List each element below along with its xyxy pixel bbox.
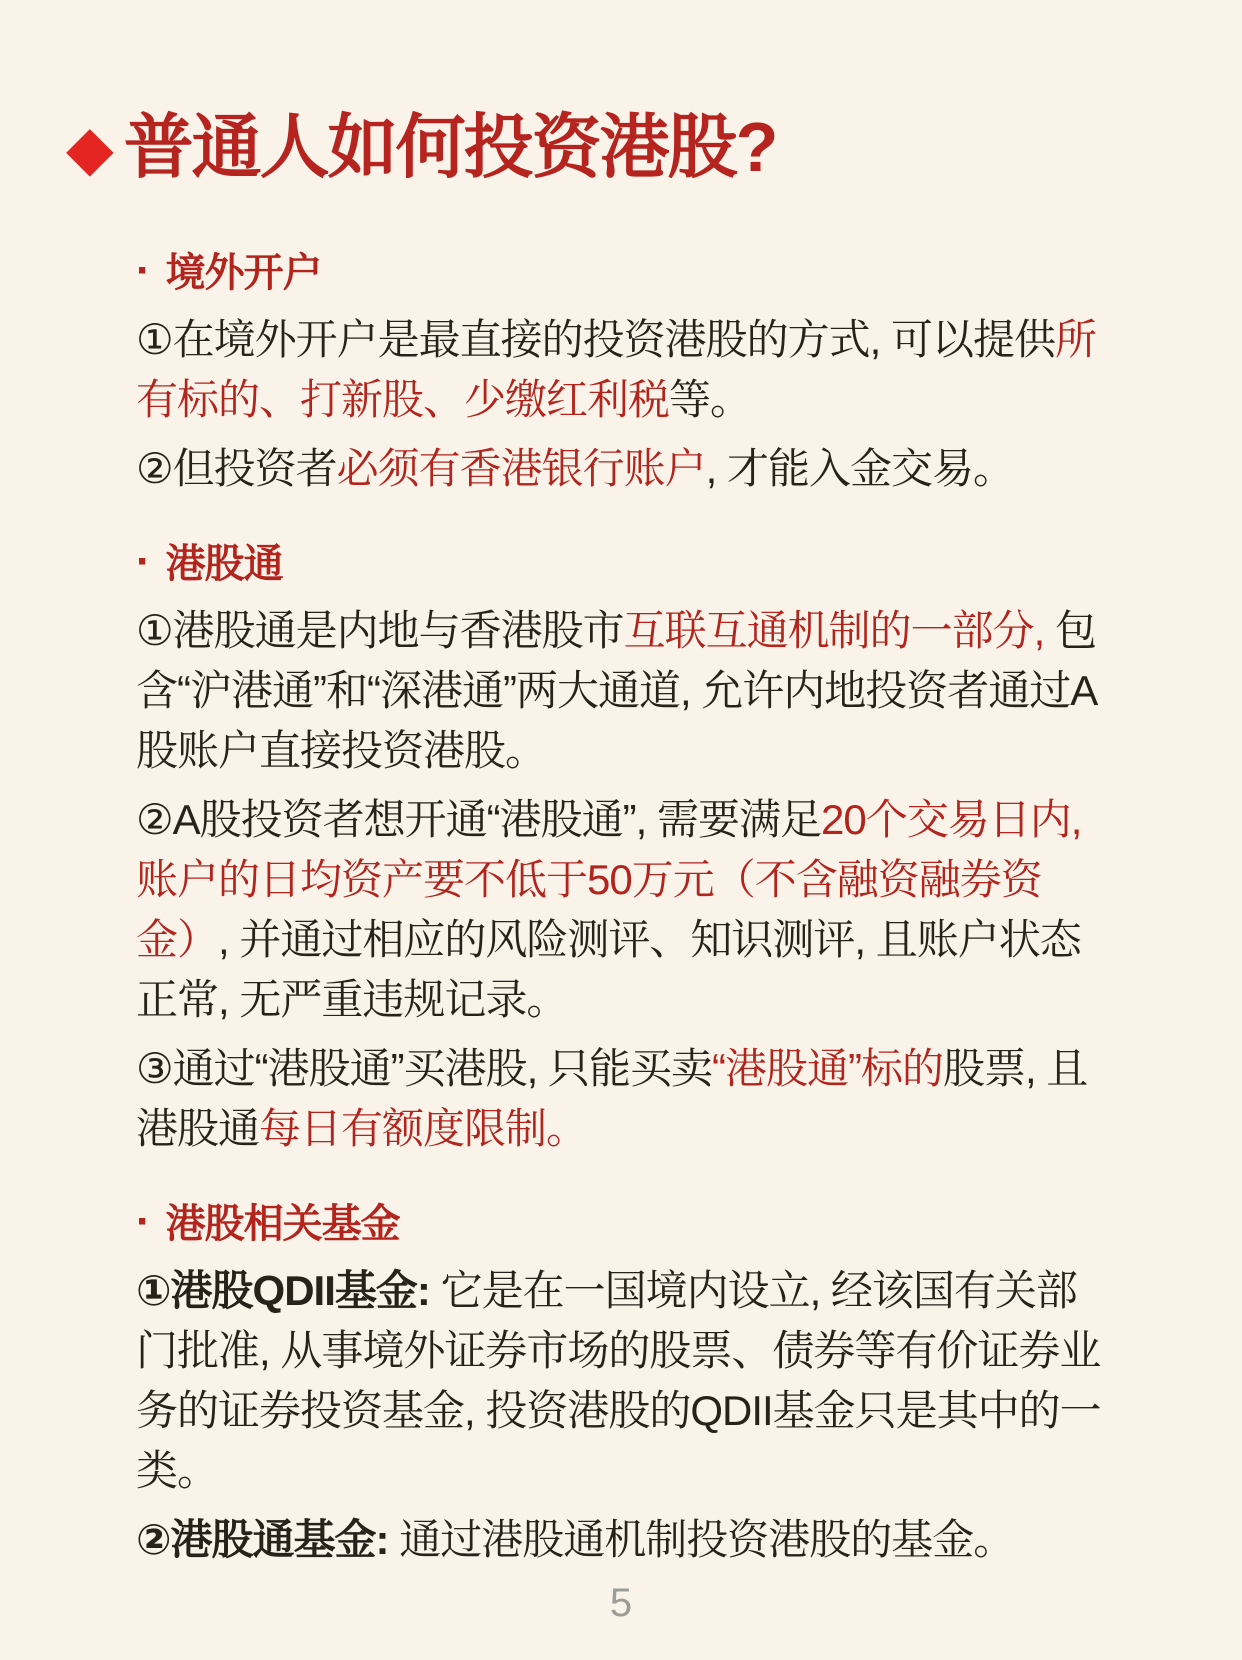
- text-run: , 并通过相应的风险测评、知识测评, 且账户状态正常, 无严重违规记录。: [136, 916, 1081, 1024]
- section-heading-text: 港股通: [165, 542, 283, 587]
- text-run: 股票, 且港股通: [136, 1045, 1088, 1153]
- content-sections: [0, 246, 1242, 1570]
- text-run: ①港股通是内地与香港股市: [136, 607, 624, 655]
- section-heading: [136, 246, 1114, 300]
- text-run: ②但投资者: [136, 445, 337, 493]
- bullet-dot-icon: ·: [136, 1197, 151, 1247]
- page-title: 普通人如何投资港股?: [123, 108, 777, 186]
- paragraph: [136, 310, 1114, 430]
- text-run: , 才能入金交易。: [705, 445, 1015, 493]
- text-run: ①港股QDII基金:: [136, 1267, 441, 1315]
- text-run: 所有标的、打新股、少缴红利税: [136, 316, 1097, 424]
- paragraph: [136, 601, 1114, 781]
- section-heading-text: 港股相关基金: [165, 1202, 400, 1247]
- bullet-dot-icon: ·: [136, 537, 151, 587]
- bullet-dot-icon: ·: [136, 246, 151, 296]
- section: [136, 246, 1114, 499]
- text-run: 等。: [669, 376, 752, 424]
- section: [136, 1197, 1114, 1570]
- text-run: ②港股通基金:: [136, 1516, 400, 1564]
- section-heading: [136, 537, 1114, 591]
- section-heading-text: 境外开户: [165, 251, 322, 296]
- text-run: 包含“沪港通”和“深港通”两大通道, 允许内地投资者通过A股账户直接投资港股。: [136, 607, 1098, 775]
- text-run: 必须有香港银行账户: [336, 445, 706, 493]
- text-run: 20个交易日内, 账户的日均资产要不低于50万元（不含融资融券资金）: [136, 796, 1082, 964]
- paragraph: [136, 439, 1114, 499]
- text-run: 每日有额度限制。: [259, 1105, 588, 1153]
- text-run: 互联互通机制的一部分,: [623, 607, 1045, 655]
- text-run: ③通过“港股通”买港股, 只能买卖: [136, 1045, 712, 1093]
- text-run: 它是在一国境内设立, 经该国有关部门批准, 从事境外证券市场的股票、债券等有价证券业务的证券投资基金, 投资港股的QDII基金只是其中的一类。: [136, 1267, 1101, 1495]
- paragraph: [136, 1039, 1114, 1159]
- text-run: 通过港股通机制投资港股的基金。: [399, 1516, 1015, 1564]
- paragraph: [136, 1261, 1114, 1501]
- diamond-bullet-icon: ◆: [66, 114, 114, 184]
- paragraph: [136, 790, 1114, 1030]
- text-run: ②A股投资者想开通“港股通”, 需要满足: [136, 796, 821, 844]
- paragraph: [136, 1510, 1114, 1570]
- page-number: 5: [609, 1581, 633, 1625]
- section: [136, 537, 1114, 1159]
- text-run: ①在境外开户是最直接的投资港股的方式, 可以提供: [136, 316, 1055, 364]
- page-title-row: [0, 0, 1242, 186]
- section-heading: [136, 1197, 1114, 1251]
- text-run: “港股通”标的: [711, 1045, 943, 1093]
